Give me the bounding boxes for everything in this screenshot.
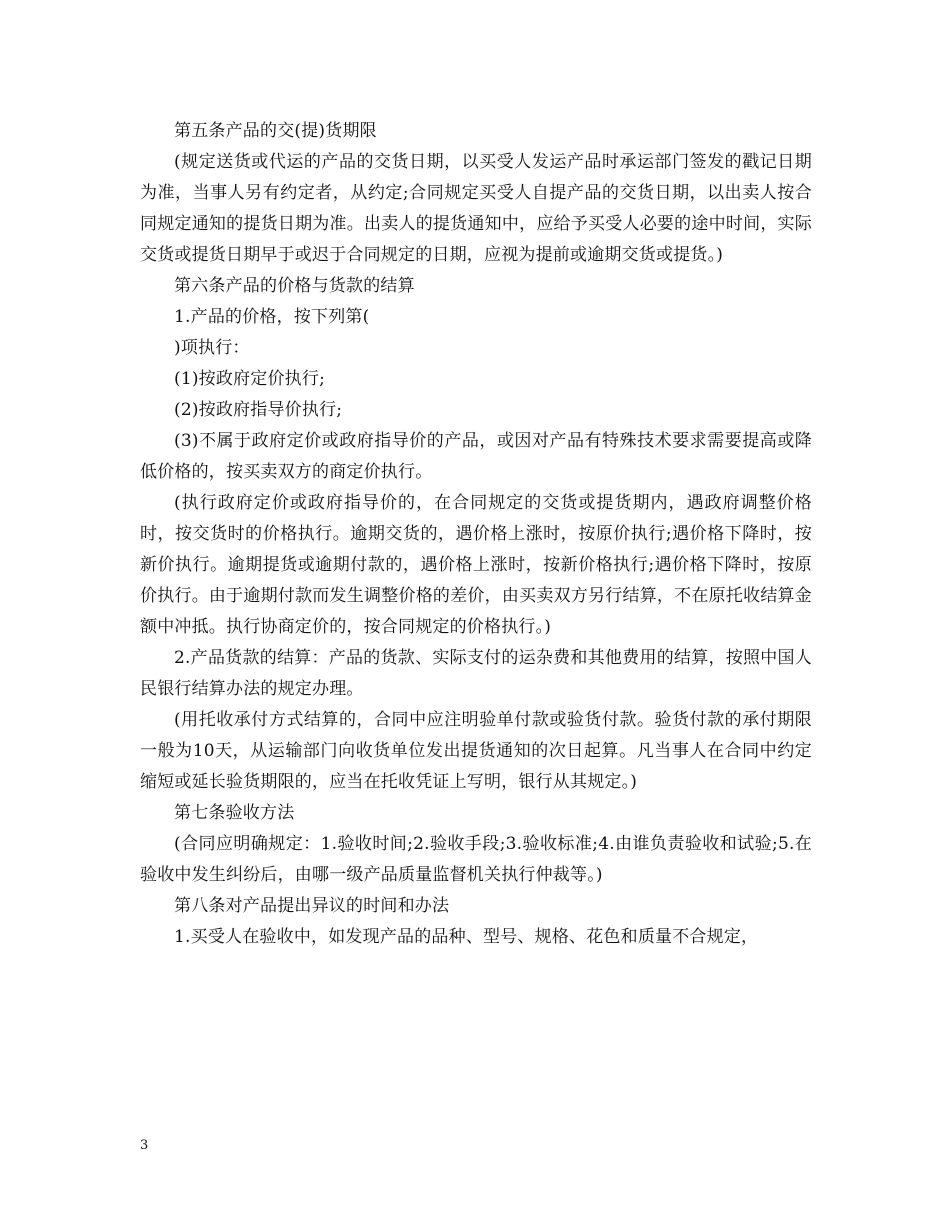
price-clause: 1.产品的价格，按下列第( <box>174 307 370 327</box>
payment-settlement-clause: 2.产品货款的结算：产品的货款、实际支付的运杂费和其他费用的结算，按照中国人民银行结算办法的规定办理。 <box>140 648 812 699</box>
price-option-1: (1)按政府定价执行; <box>174 369 326 389</box>
price-adjustment-note: (执行政府定价或政府指导价的，在合同规定的交货或提货期内，遇政府调整价格时，按交货时的价格执行。逾期交货的，遇价格上涨时，按原价执行;遇价格下降时，按新价执行。逾期提货或逾期付款的，遇价格上涨时，按新价格执行;遇价格下降时，按原价执行。由于逾期付款而发生调整价格的差价，由买卖双方另行结算，不在原托收结算金额中冲抵。执行协商定价的，按合同规定的价格执行。) <box>140 493 812 637</box>
article-5-heading: 第五条产品的交(提)货期限 <box>174 121 377 141</box>
payment-settlement-note: (用托收承付方式结算的，合同中应注明验单付款或验货付款。验货付款的承付期限一般为10天，从运输部门向收货单位发出提货通知的次日起算。凡当事人在合同中约定缩短或延长验货期限的，应当在托收凭证上写明，银行从其规定。) <box>140 710 812 792</box>
document-body <box>140 116 812 953</box>
article-8-heading: 第八条对产品提出异议的时间和办法 <box>174 896 450 916</box>
price-clause-continuation: )项执行： <box>174 338 250 358</box>
article-8-clause-1: 1.买受人在验收中，如发现产品的品种、型号、规格、花色和质量不合规定， <box>174 927 759 947</box>
page-number: 3 <box>140 1138 149 1153</box>
article-7-heading: 第七条验收方法 <box>174 803 295 823</box>
price-option-2: (2)按政府指导价执行; <box>174 400 343 420</box>
article-6-heading: 第六条产品的价格与货款的结算 <box>174 276 415 296</box>
article-7-note: (合同应明确规定：1.验收时间;2.验收手段;3.验收标准;4.由谁负责验收和试验;5.在验收中发生纠纷后，由哪一级产品质量监督机关执行仲裁等。) <box>140 834 812 885</box>
price-option-3: (3)不属于政府定价或政府指导价的产品，或因对产品有特殊技术要求需要提高或降低价格的，按买卖双方的商定价执行。 <box>140 431 812 482</box>
article-5-note: (规定送货或代运的产品的交货日期，以买受人发运产品时承运部门签发的戳记日期为准，当事人另有约定者，从约定;合同规定买受人自提产品的交货日期，以出卖人按合同规定通知的提货日期为准。出卖人的提货通知中，应给予买受人必要的途中时间，实际交货或提货日期早于或迟于合同规定的日期，应视为提前或逾期交货或提货。) <box>140 152 812 265</box>
